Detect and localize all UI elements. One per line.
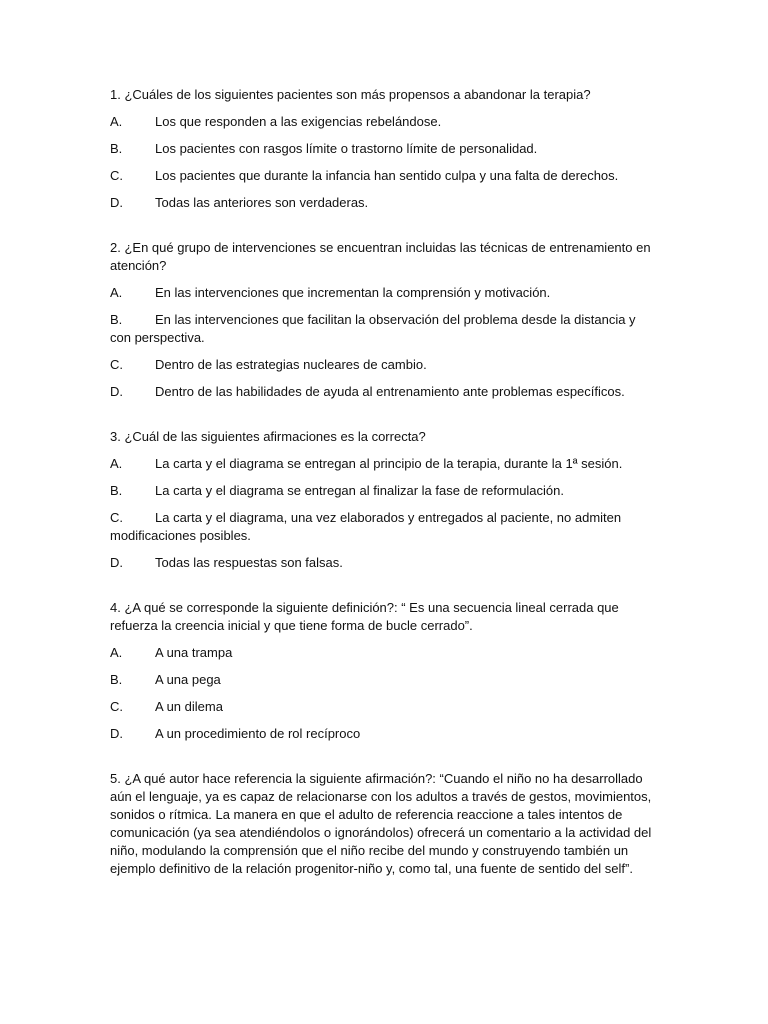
option-b: [110, 671, 660, 689]
option-letter: A.: [110, 645, 123, 660]
option-text: La carta y el diagrama, una vez elaborados y entregados al paciente, no admiten modificaciones posibles.: [110, 510, 622, 543]
option-text: Los pacientes con rasgos límite o trastorno límite de personalidad.: [155, 141, 538, 156]
question-block-4: [110, 599, 660, 743]
question-block-2: [110, 239, 660, 401]
option-text: Los que responden a las exigencias rebelándose.: [155, 114, 442, 129]
option-b: [110, 140, 660, 158]
option-b: [110, 482, 660, 500]
option-text: A una trampa: [155, 645, 233, 660]
option-letter: B.: [110, 672, 123, 687]
option-letter: B.: [110, 141, 123, 156]
option-c: [110, 356, 660, 374]
option-letter: D.: [110, 726, 123, 741]
option-text: En las intervenciones que facilitan la observación del problema desde la distancia y con perspectiva.: [110, 312, 636, 345]
option-text: Todas las anteriores son verdaderas.: [155, 195, 369, 210]
option-c: [110, 698, 660, 716]
option-text: Dentro de las habilidades de ayuda al entrenamiento ante problemas específicos.: [155, 384, 625, 399]
option-letter: A.: [110, 114, 123, 129]
option-d: [110, 383, 660, 401]
question-text: 1. ¿Cuáles de los siguientes pacientes son más propensos a abandonar la terapia?: [110, 87, 591, 102]
option-letter: D.: [110, 384, 123, 399]
document-content: [110, 86, 660, 905]
option-a: [110, 113, 660, 131]
option-text: La carta y el diagrama se entregan al finalizar la fase de reformulación.: [155, 483, 564, 498]
option-text: A un procedimiento de rol recíproco: [155, 726, 361, 741]
option-text: En las intervenciones que incrementan la comprensión y motivación.: [155, 285, 551, 300]
option-d: [110, 554, 660, 572]
option-text: A un dilema: [155, 699, 223, 714]
question-block-1: [110, 86, 660, 212]
option-b: [110, 311, 660, 347]
option-letter: D.: [110, 195, 123, 210]
option-a: [110, 455, 660, 473]
option-letter: D.: [110, 555, 123, 570]
option-d: [110, 194, 660, 212]
option-a: [110, 644, 660, 662]
option-letter: C.: [110, 510, 123, 525]
option-a: [110, 284, 660, 302]
option-text: Los pacientes que durante la infancia han sentido culpa y una falta de derechos.: [155, 168, 619, 183]
option-letter: C.: [110, 699, 123, 714]
option-letter: C.: [110, 357, 123, 372]
question-block-5: [110, 770, 660, 878]
question-text: 5. ¿A qué autor hace referencia la siguiente afirmación?: “Cuando el niño no ha desarrollado aún el lenguaje, ya es capaz de relacionarse con los adultos a través de gestos, movimientos, sonidos o rítmica. La manera en que el adulto de referencia reaccione a tales intentos de comunicación (ya sea atendiéndolos o ignorándolos) ofrecerá un comentario a la actividad del niño, modulando la comprensión que el niño recibe del mundo y construyendo también un ejemplo definitivo de la relación progenitor-niño y, como tal, una fuente de sentido del self”.: [110, 771, 652, 876]
option-letter: B.: [110, 312, 123, 327]
question-text: 4. ¿A qué se corresponde la siguiente definición?: “ Es una secuencia lineal cerrada que refuerza la creencia inicial y que tiene forma de bucle cerrado”.: [110, 600, 619, 633]
question-text: 3. ¿Cuál de las siguientes afirmaciones es la correcta?: [110, 429, 426, 444]
question-text: 2. ¿En qué grupo de intervenciones se encuentran incluidas las técnicas de entrenamiento en atención?: [110, 240, 651, 273]
option-d: [110, 725, 660, 743]
option-letter: B.: [110, 483, 123, 498]
option-letter: C.: [110, 168, 123, 183]
option-c: [110, 509, 660, 545]
option-text: Dentro de las estrategias nucleares de cambio.: [155, 357, 427, 372]
question-block-3: [110, 428, 660, 572]
option-letter: A.: [110, 456, 123, 471]
option-letter: A.: [110, 285, 123, 300]
option-c: [110, 167, 660, 185]
option-text: A una pega: [155, 672, 221, 687]
option-text: La carta y el diagrama se entregan al principio de la terapia, durante la 1ª sesión.: [155, 456, 623, 471]
option-text: Todas las respuestas son falsas.: [155, 555, 343, 570]
